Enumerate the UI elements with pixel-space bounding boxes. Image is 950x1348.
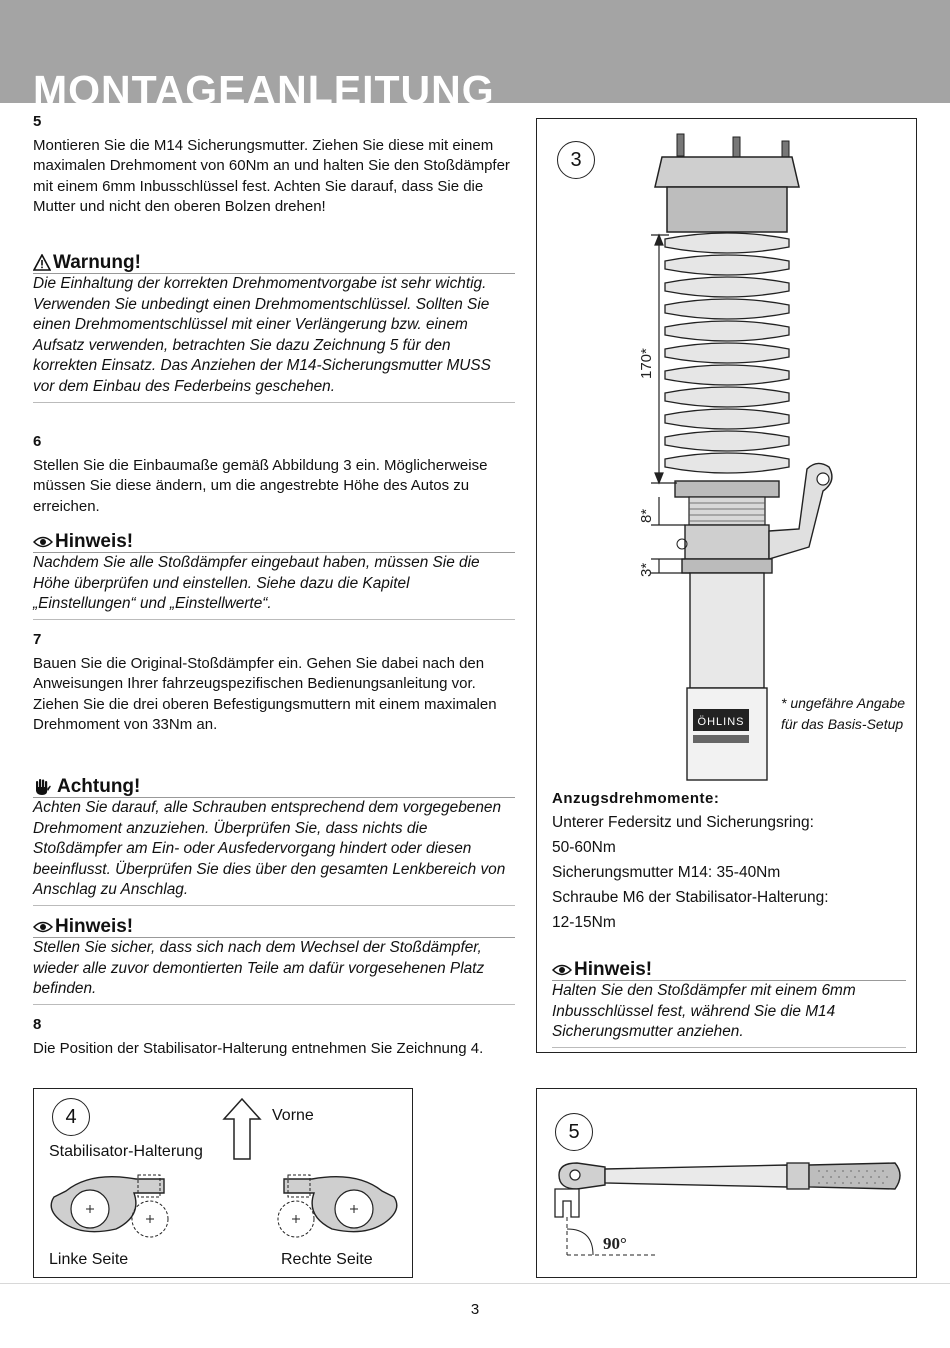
eye-icon xyxy=(33,535,53,549)
hand-icon xyxy=(33,778,51,796)
notice-title: Hinweis! xyxy=(55,916,134,937)
torque-line: Unterer Federsitz und Sicherungsring: xyxy=(552,814,814,831)
notice-title: Warnung! xyxy=(53,252,141,273)
footnote: * ungefähre Angabe für das Basis-Setup xyxy=(781,695,906,732)
torque-line: Sicherungsmutter M14: 35-40Nm xyxy=(552,864,781,881)
step-text: Stellen Sie die Einbaumaße gemäß Abbildung 3 ein. Möglicherweise müssen Sie diese ändern, um die angestrebte Höhe des Autos zu erreichen. xyxy=(33,457,488,515)
dimension-3-label: 3* xyxy=(638,562,655,577)
step-number: 6 xyxy=(33,433,42,450)
notice-heading xyxy=(33,776,515,798)
torque-spec xyxy=(552,790,902,935)
step-number: 7 xyxy=(33,631,42,648)
step-5 xyxy=(33,113,515,218)
torque-line: Schraube M6 der Stabilisator-Halterung: xyxy=(552,889,829,906)
step-number: 5 xyxy=(33,113,42,130)
torque-title: Anzugsdrehmomente: xyxy=(552,790,720,807)
shock-absorber-drawing xyxy=(537,119,915,789)
warning-notice xyxy=(33,252,515,403)
brand-label: ÖHLINS xyxy=(697,716,745,728)
notice-text: Stellen Sie sicher, dass sich nach dem Wechsel der Stoßdämpfer, wieder alle zuvor demontierten Teile am dafür vorgesehenen Platz befinden. xyxy=(33,938,515,1005)
page-number: 3 xyxy=(470,1301,480,1318)
notice-title: Achtung! xyxy=(57,776,141,797)
left-side-label: Linke Seite xyxy=(49,1251,129,1268)
notice-text: Die Einhaltung der korrekten Drehmomentvorgabe ist sehr wichtig. Verwenden Sie unbedingt einen Drehmomentschlüssel. Sollten Sie einen Drehmomentschlüssel mit einer Verlängerung bzw. einem Aufsatz verwenden, betrachten Sie dazu Zeichnung 5 für den korrekten Einsatz. Das Anziehen der M14-Sicherungsmutter MUSS vor dem Einbau des Federbeins geschehen. xyxy=(33,274,515,403)
notice-heading xyxy=(33,252,515,274)
torque-line: 50-60Nm xyxy=(552,839,616,856)
figure-3-frame xyxy=(536,118,917,1053)
up-arrow-icon xyxy=(222,1097,262,1161)
front-label: Vorne xyxy=(272,1107,314,1124)
notice-title: Hinweis! xyxy=(55,531,134,552)
figure-4-frame xyxy=(33,1088,413,1278)
step-text: Bauen Sie die Original-Stoßdämpfer ein. Gehen Sie dabei nach den Anweisungen Ihrer fahrzeugspezifischen Bedienungsanleitung vor. Ziehen Sie die drei oberen Befestigungsmuttern mit einem maximalen Drehmoment von 33Nm an. xyxy=(33,655,497,734)
warning-triangle-icon xyxy=(33,254,51,271)
notice-title: Hinweis! xyxy=(574,959,653,980)
eye-icon xyxy=(33,920,53,934)
figure-number: 3 xyxy=(557,141,595,179)
right-side-label: Rechte Seite xyxy=(281,1251,373,1268)
caution-notice xyxy=(33,776,515,906)
figure-number: 4 xyxy=(52,1098,90,1136)
angle-label: 90° xyxy=(603,1234,627,1253)
torque-line: 12-15Nm xyxy=(552,914,616,931)
notice-text: Nachdem Sie alle Stoßdämpfer eingebaut haben, müssen Sie die Höhe überprüfen und einstellen. Siehe dazu die Kapitel „Einstellungen“ und „Einstellwerte“. xyxy=(33,553,515,620)
notice-heading xyxy=(33,916,515,938)
dimension-8-label: 8* xyxy=(638,508,655,523)
notice-text: Achten Sie darauf, alle Schrauben entsprechend dem vorgegebenen Drehmoment anzuziehen. Überprüfen Sie, dass nichts die Stoßdämpfer am Ein- oder Ausfedervorgang hindert oder diesen beeinflusst. Überprüfen Sie dies über den gesamten Lenkbereich von Anschlag zu Anschlag. xyxy=(33,798,515,906)
bracket-label: Stabilisator-Halterung xyxy=(49,1143,203,1160)
notice-heading xyxy=(552,959,906,981)
hint-notice-1 xyxy=(33,531,515,620)
step-text: Montieren Sie die M14 Sicherungsmutter. Ziehen Sie diese mit einem maximalen Drehmoment von 60Nm an und halten Sie den Stoßdämpfer mit einem 6mm Inbusschlüssel fest. Achten Sie darauf, dass Sie die Mutter und nicht den oberen Bolzen drehen! xyxy=(33,137,510,216)
dimension-170-label: 170* xyxy=(638,348,655,379)
hint-notice-2 xyxy=(33,916,515,1005)
page-title: MONTAGEANLEITUNG xyxy=(33,67,495,103)
figure-5-frame xyxy=(536,1088,917,1278)
step-number: 8 xyxy=(33,1016,42,1033)
step-7 xyxy=(33,631,515,736)
notice-text: Halten Sie den Stoßdämpfer mit einem 6mm Inbusschlüssel fest, während Sie die M14 Sicherungsmutter anziehen. xyxy=(552,981,906,1048)
step-text: Die Position der Stabilisator-Halterung entnehmen Sie Zeichnung 4. xyxy=(33,1040,484,1057)
step-8 xyxy=(33,1016,515,1059)
stabilizer-bracket-left xyxy=(46,1171,176,1241)
step-6 xyxy=(33,433,515,517)
eye-icon xyxy=(552,963,572,977)
figure-number: 5 xyxy=(555,1113,593,1151)
footer-divider xyxy=(0,1283,950,1284)
hint-notice-3 xyxy=(552,959,906,1048)
page-header xyxy=(0,0,950,103)
torque-wrench-drawing xyxy=(547,1155,909,1265)
stabilizer-bracket-right xyxy=(272,1171,402,1241)
notice-heading xyxy=(33,531,515,553)
